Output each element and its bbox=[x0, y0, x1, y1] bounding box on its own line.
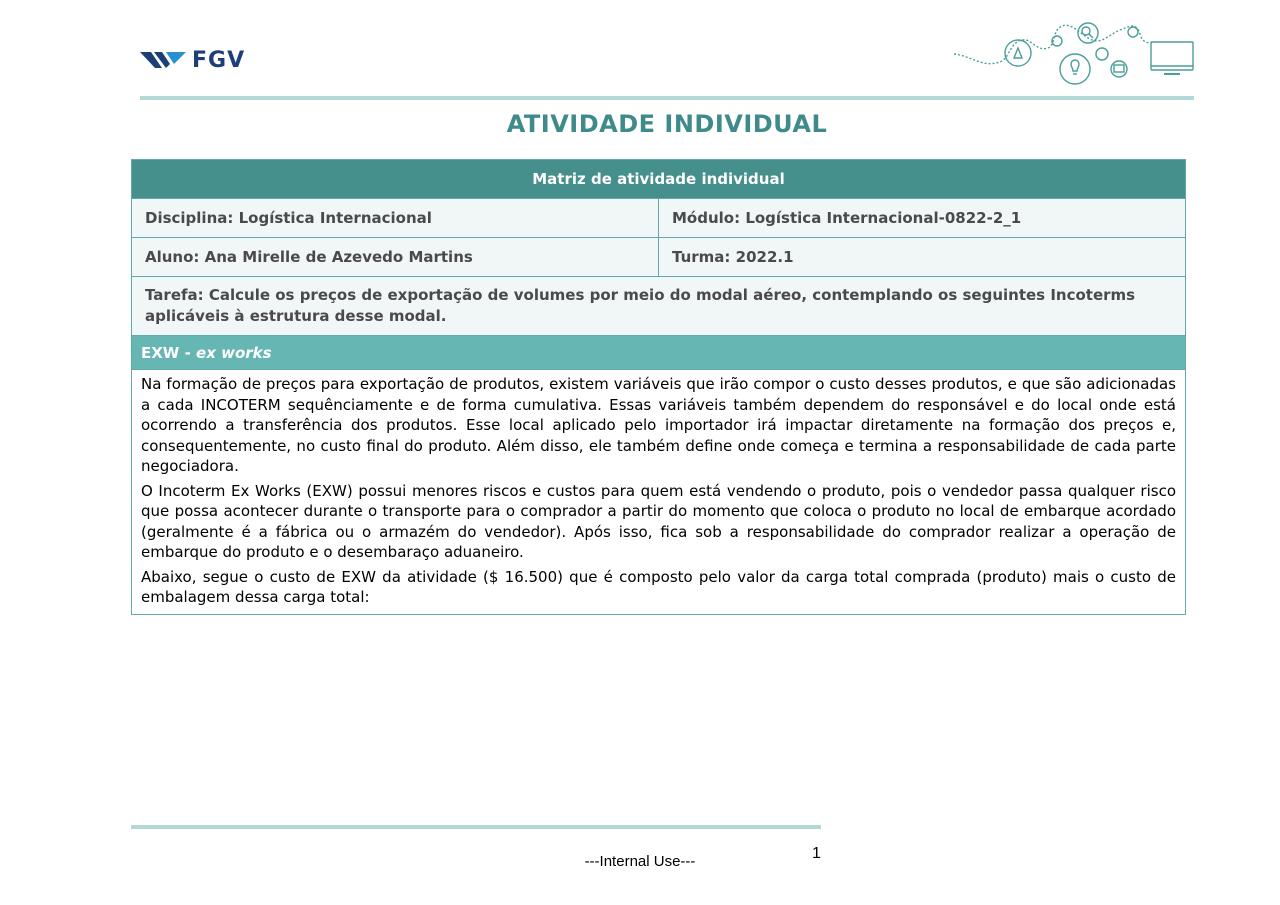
fgv-logo-icon bbox=[140, 50, 188, 72]
tarefa-cell: Tarefa: Calcule os preços de exportação de volumes por meio do modal aéreo, contemplando os seguintes Incoterms aplicáveis à estrutura desse modal. bbox=[132, 277, 1186, 336]
modulo-cell: Módulo: Logística Internacional-0822-2_1 bbox=[659, 199, 1186, 238]
exw-label: EXW - bbox=[141, 343, 197, 362]
fgv-logo-text: FGV bbox=[192, 48, 246, 73]
aluno-cell: Aluno: Ana Mirelle de Azevedo Martins bbox=[132, 238, 659, 277]
paragraph: Na formação de preços para exportação de produtos, existem variáveis que irão compor o custo desses produtos, e que são adicionadas a cada INCOTERM sequênciamente e de forma cumulativa. Essas variáveis também dependem do responsável e do local onde está ocorrendo a transferência dos produtos. Esse local aplicado pelo importador irá impactar diretamente na formação dos preços e, consequentemente, no custo final do produto. Além disso, ele também define onde começa e termina a responsabilidade de cada parte negociadora. bbox=[141, 375, 1176, 475]
paragraph: Abaixo, segue o custo de EXW da atividade ($ 16.500) que é composto pelo valor da carga total comprada (produto) mais o custo de embalagem dessa carga total: bbox=[141, 567, 1176, 606]
top-divider bbox=[140, 96, 1194, 100]
exw-section-body bbox=[132, 370, 1186, 615]
internal-use-note: ---Internal Use--- bbox=[584, 853, 696, 870]
matrix-header: Matriz de atividade individual bbox=[132, 160, 1186, 199]
fgv-logo bbox=[140, 50, 245, 72]
footer-divider bbox=[131, 825, 821, 829]
disciplina-cell: Disciplina: Logística Internacional bbox=[132, 199, 659, 238]
page-title: ATIVIDADE INDIVIDUAL bbox=[506, 110, 828, 138]
page-number: 1 bbox=[812, 845, 821, 862]
paragraph: O Incoterm Ex Works (EXW) possui menores riscos e custos para quem está vendendo o produto, pois o vendedor passa qualquer risco que possa acontecer durante o transporte para o comprador a partir do momento que coloca o produto no local de embarque acordado (geralmente é a fábrica ou o armazém do vendedor). Após isso, fica sob a responsabilidade do comprador realizar a operação de embarque do produto e o desembaraço aduaneiro. bbox=[141, 481, 1176, 561]
turma-cell: Turma: 2022.1 bbox=[659, 238, 1186, 277]
exw-section-header bbox=[132, 336, 1186, 370]
connected-icons-illustration bbox=[952, 18, 1197, 90]
exw-label-italic: ex works bbox=[196, 343, 272, 362]
activity-matrix-table bbox=[131, 159, 1186, 615]
